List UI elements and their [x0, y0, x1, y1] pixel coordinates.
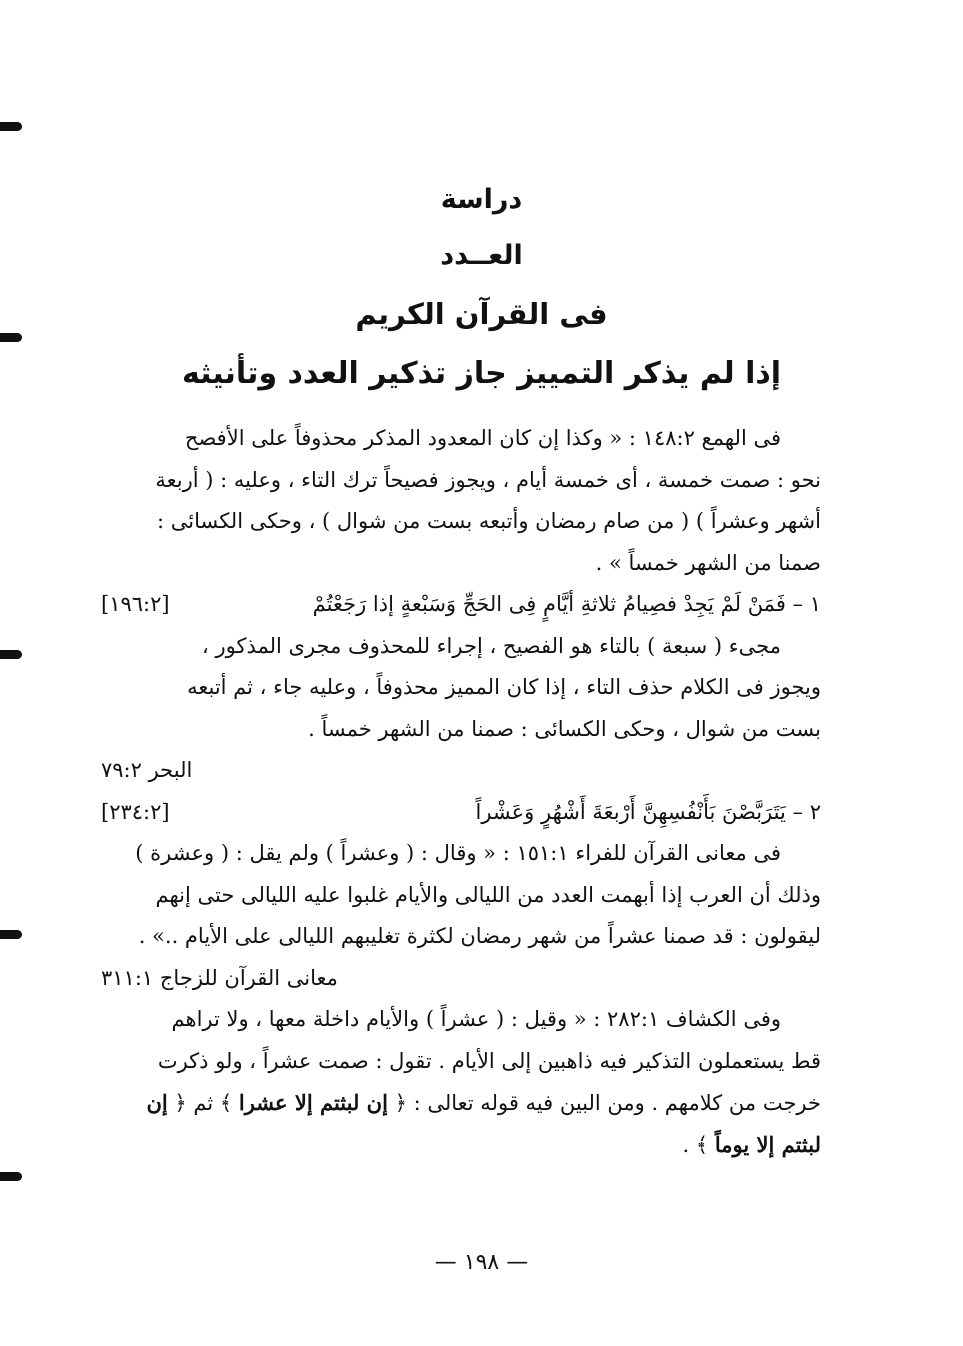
binding-mark	[0, 122, 22, 131]
verse-line-2	[101, 792, 821, 834]
body-text	[101, 418, 821, 1165]
text-line	[101, 709, 821, 751]
text-span: بست من شوال ، وحكى الكسائى : صمنا من الشهر خمساً .	[308, 716, 821, 741]
text-span: فى الهمع ١٤٨:٢ : « وكذا إن كان المعدود المذكر محذوفاً على الأفصح	[184, 426, 781, 450]
verse-reference: [١٩٦:٢]	[101, 592, 170, 616]
text-line	[101, 626, 821, 668]
text-line	[101, 875, 821, 917]
verse-line-1	[101, 584, 821, 626]
text-line	[101, 543, 821, 585]
source-citation: معانى القرآن للزجاج ٣١١:١	[101, 965, 338, 990]
verse-text: ٢ – يَتَرَبَّصْنَ بَأَنْفُسِهِنَّ أَرْبعَةَ أَشْهُرٍ وَعَشْراً	[475, 799, 821, 824]
heading-line-2: العــدد	[440, 240, 523, 271]
text-line	[101, 1124, 821, 1166]
heading-line-4: إذا لم يذكر التمييز جاز تذكير العدد وتأنيثه	[181, 356, 782, 391]
text-line	[101, 833, 821, 875]
page-number: — ١٩٨ —	[434, 1250, 529, 1275]
text-line	[101, 501, 821, 543]
verse-text: ١ – فَمَنْ لَمْ يَجِدْ فصِيامُ ثلاثةِ أيَّامٍ فِى الحَجِّ وَسَبْعةٍ إذا رَجَعْتُمْ	[312, 592, 821, 616]
text-span: وفى الكشاف ٢٨٢:١ : « وقيل : ( عشراً ) والأيام داخلة معها ، ولا تراهم	[171, 1007, 781, 1031]
text-line	[101, 999, 821, 1041]
text-span: مجىء ( سبعة ) بالتاء هو الفصيح ، إجراء للمحذوف مجرى المذكور ،	[202, 633, 781, 658]
text-span: ويجوز فى الكلام حذف التاء ، إذا كان المميز محذوفاً ، وعليه جاء ، ثم أتبعه	[187, 675, 821, 699]
quran-quote: إن	[146, 1090, 168, 1115]
quran-quote: لبثتم إلا يوماً	[714, 1131, 821, 1157]
title-block	[100, 178, 863, 406]
text-span: ليقولون : قد صمنا عشراً من شهر رمضان لكثرة تغليبهم الليالى على الأيام ..» .	[138, 924, 821, 948]
text-span: صمنا من الشهر خمساً » .	[595, 550, 821, 575]
text-line	[101, 1082, 821, 1124]
binding-mark	[0, 333, 22, 342]
source-citation: البحر ٧٩:٢	[101, 758, 193, 782]
text-span: خرجت من كلامهم . ومن البين فيه قوله تعالى : ﴿	[394, 1091, 821, 1115]
text-span	[682, 1124, 821, 1167]
text-line	[101, 1041, 821, 1083]
text-span	[146, 1082, 821, 1125]
heading-line-1: دراسة	[440, 184, 523, 215]
heading-line-3: فى القرآن الكريم	[355, 297, 608, 331]
text-span: أشهر وعشراً ) ( من صام رمضان وأتبعه بست من شوال ) ، وحكى الكسائى :	[156, 509, 821, 533]
text-span: قط يستعملون التذكير فيه ذاهبين إلى الأيام . تقول : صمت عشراً ، ولو ذكرت	[157, 1048, 821, 1073]
text-span: نحو : صمت خمسة ، أى خمسة أيام ، ويجوز فصيحاً ترك التاء ، وعليه : ( أربعة	[155, 467, 821, 492]
source-line	[101, 958, 821, 1000]
binding-mark	[0, 930, 22, 939]
text-line	[101, 460, 821, 502]
text-span: فى معانى القرآن للفراء ١٥١:١ : « وقال : ( وعشراً ) ولم يقل : ( وعشرة )	[135, 841, 781, 865]
binding-mark	[0, 1172, 22, 1181]
source-line	[101, 750, 821, 792]
text-line	[101, 916, 821, 958]
text-span: وذلك أن العرب إذا أبهمت العدد من الليالى والأيام غلبوا عليه الليالى حتى إنهم	[155, 882, 821, 907]
binding-mark	[0, 650, 22, 659]
text-line	[101, 418, 821, 460]
text-line	[101, 667, 821, 709]
quran-quote: إن لبثتم إلا عشرا	[238, 1090, 388, 1115]
text-span: ﴾ .	[682, 1132, 709, 1157]
verse-reference: [٢٣٤:٢]	[101, 799, 170, 824]
text-span: ﴾ ثم ﴿	[174, 1091, 233, 1115]
